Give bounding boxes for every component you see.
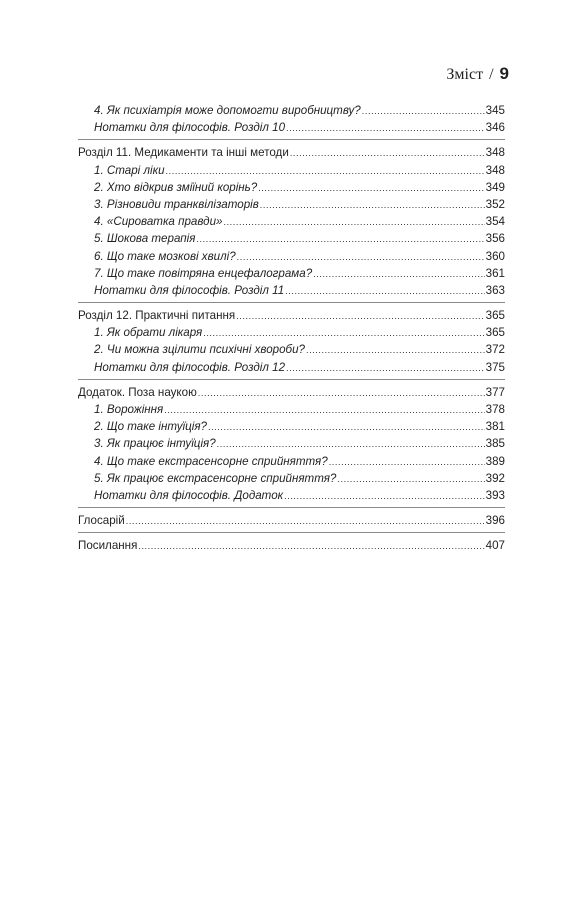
dot-leader xyxy=(138,538,484,555)
toc-group xyxy=(78,144,505,303)
toc-entry-page: 377 xyxy=(485,385,505,399)
toc-entry-title: Нотатки для філософів. Додаток xyxy=(94,488,284,502)
toc-subentry[interactable] xyxy=(78,119,505,136)
toc-subentry[interactable] xyxy=(78,453,505,470)
toc-entry-title: 3. Як працює інтуїція? xyxy=(94,437,216,451)
toc-entry-title: 4. Що таке екстрасенсорне сприйняття? xyxy=(94,454,328,468)
toc-entry-page: 345 xyxy=(485,104,505,117)
toc-entry[interactable] xyxy=(78,537,505,554)
dot-leader xyxy=(198,385,485,402)
dot-leader xyxy=(237,249,485,266)
toc-entry-page: 349 xyxy=(485,180,505,194)
toc-subentry[interactable] xyxy=(78,470,505,487)
toc-entry[interactable] xyxy=(78,144,505,161)
toc-entry-title: Додаток. Поза наукою xyxy=(78,385,197,399)
dot-leader xyxy=(217,436,485,453)
dot-leader xyxy=(196,231,484,248)
toc-entry-title: 2. Хто відкрив зміїний корінь? xyxy=(94,180,258,194)
toc-entry-title: 1. Ворожіння xyxy=(94,403,164,416)
dot-leader xyxy=(223,214,484,231)
toc-entry[interactable] xyxy=(78,384,505,401)
toc-entry-title: 2. Що таке інтуїція? xyxy=(94,420,207,434)
toc-subentry[interactable] xyxy=(78,102,505,119)
toc-subentry[interactable] xyxy=(78,324,505,341)
toc-entry-page: 375 xyxy=(485,360,505,374)
dot-leader xyxy=(286,120,485,137)
toc-entry-title: Нотатки для філософів. Розділ 12 xyxy=(94,360,286,374)
toc-subentry[interactable] xyxy=(78,341,505,358)
toc-subentry[interactable] xyxy=(78,179,505,196)
toc-entry-page: 356 xyxy=(485,232,505,246)
toc-entry-title: 4. Як психіатрія може допомогти виробництву? xyxy=(94,104,361,117)
toc-entry-page: 372 xyxy=(485,343,505,357)
toc-entry-page: 378 xyxy=(485,403,505,416)
toc-entry-title: 5. Як працює екстрасенсорне сприйняття? xyxy=(94,471,337,485)
dot-leader xyxy=(208,419,485,436)
dot-leader xyxy=(236,308,484,325)
toc-subentry[interactable] xyxy=(78,265,505,282)
toc-entry-page: 363 xyxy=(485,283,505,297)
dot-leader xyxy=(284,488,485,505)
toc-subentry[interactable] xyxy=(78,213,505,230)
toc-entry-title: Розділ 12. Практичні питання xyxy=(78,309,236,323)
toc-subentry[interactable] xyxy=(78,162,505,179)
toc-entry-page: 348 xyxy=(485,146,505,160)
toc-entry-page: 365 xyxy=(485,309,505,323)
toc-group xyxy=(78,512,505,533)
toc-entry-title: 2. Чи можна зцілити психічні хвороби? xyxy=(94,343,305,357)
toc-entry[interactable] xyxy=(78,307,505,324)
toc-entry-title: Глосарій xyxy=(78,514,125,528)
header-page-number: 9 xyxy=(499,64,509,83)
header-section-title: Зміст xyxy=(446,66,484,83)
toc-group xyxy=(78,102,505,140)
toc-entry-title: 3. Різновиди транквілізаторів xyxy=(94,197,259,211)
dot-leader xyxy=(362,103,485,120)
dot-leader xyxy=(290,145,485,162)
toc-entry-title: 5. Шокова терапія xyxy=(94,232,196,246)
toc-entry-title: Розділ 11. Медикаменти та інші методи xyxy=(78,146,289,160)
toc-entry-page: 396 xyxy=(485,514,505,528)
toc-subentry[interactable] xyxy=(78,418,505,435)
toc-entry-page: 365 xyxy=(485,326,505,340)
toc-subentry[interactable] xyxy=(78,248,505,265)
table-of-contents xyxy=(78,102,505,562)
dot-leader xyxy=(258,180,484,197)
dot-leader xyxy=(164,402,484,419)
toc-entry-page: 352 xyxy=(485,197,505,211)
running-header xyxy=(446,64,509,84)
header-separator: / xyxy=(489,66,494,83)
toc-entry-page: 361 xyxy=(485,266,505,280)
dot-leader xyxy=(329,454,485,471)
toc-entry-title: Нотатки для філософів. Розділ 10 xyxy=(94,121,286,135)
toc-subentry[interactable] xyxy=(78,487,505,504)
toc-entry-page: 392 xyxy=(485,471,505,485)
toc-subentry[interactable] xyxy=(78,359,505,376)
toc-subentry[interactable] xyxy=(78,435,505,452)
toc-group xyxy=(78,307,505,380)
toc-entry-title: Нотатки для філософів. Розділ 11 xyxy=(94,283,285,297)
toc-entry-title: Посилання xyxy=(78,539,138,553)
dot-leader xyxy=(337,471,484,488)
toc-group xyxy=(78,537,505,557)
toc-entry-page: 354 xyxy=(485,215,505,229)
toc-entry-title: 1. Старі ліки xyxy=(94,163,165,177)
toc-entry-title: 6. Що таке мозкові хвилі? xyxy=(94,249,236,263)
toc-entry-page: 389 xyxy=(485,454,505,468)
dot-leader xyxy=(313,266,485,283)
toc-entry-title: 1. Як обрати лікаря xyxy=(94,326,203,340)
toc-entry-page: 348 xyxy=(485,163,505,177)
toc-entry-page: 407 xyxy=(485,539,505,553)
toc-entry-page: 381 xyxy=(485,420,505,434)
toc-subentry[interactable] xyxy=(78,401,505,418)
dot-leader xyxy=(286,360,485,377)
dot-leader xyxy=(203,325,484,342)
toc-group xyxy=(78,384,505,508)
toc-subentry[interactable] xyxy=(78,196,505,213)
toc-subentry[interactable] xyxy=(78,230,505,247)
dot-leader xyxy=(285,283,484,300)
toc-entry-page: 360 xyxy=(485,249,505,263)
dot-leader xyxy=(166,163,485,180)
dot-leader xyxy=(126,513,485,530)
dot-leader xyxy=(260,197,485,214)
toc-entry-title: 7. Що таке повітряна енцефалограма? xyxy=(94,266,313,280)
toc-entry-page: 385 xyxy=(485,437,505,451)
toc-subentry[interactable] xyxy=(78,282,505,299)
toc-entry-page: 346 xyxy=(485,121,505,135)
toc-entry-title: 4. «Сироватка правди» xyxy=(94,215,223,229)
toc-entry[interactable] xyxy=(78,512,505,529)
toc-entry-page: 393 xyxy=(485,488,505,502)
dot-leader xyxy=(306,342,485,359)
